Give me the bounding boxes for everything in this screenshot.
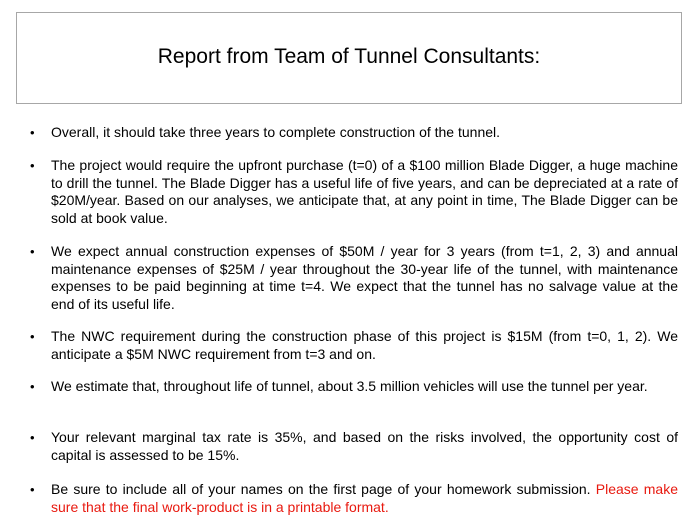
bullet-icon: • [30,430,35,445]
bullet-text: The NWC requirement during the construction phase of this project is $15M (from t=0, 1, 2). We anticipate a $5M NWC requirement from t=3 and on. [51,328,678,362]
bullet-text: The project would require the upfront purchase (t=0) of a $100 million Blade Digger, a huge machine to drill the tunnel. The Blade Digger has a useful life of five years, and can be depreciated at a rate of $20M/year. Based on our analyses, we anticipate that, at any point in time, The Blade Digger can be sold at book value. [51,157,678,226]
bullet-icon: • [30,244,35,259]
bullet-icon: • [30,379,35,394]
bullet-text: Overall, it should take three years to complete construction of the tunnel. [51,124,501,140]
title-box [16,12,682,104]
printable-format-note: Please make sure that the final work-product is in a printable format. [51,481,678,515]
bullet-text: Your relevant marginal tax rate is 35%, and based on the risks involved, the opportunity cost of capital is assessed to be 15%. [51,429,678,463]
bullet-icon: • [30,125,35,140]
bullet-text-final [51,481,678,516]
bullet-text: We estimate that, throughout life of tunnel, about 3.5 million vehicles will use the tunnel per year. [51,378,648,394]
bullet-icon: • [30,158,35,173]
page-title: Report from Team of Tunnel Consultants: [157,45,541,68]
bullet-icon: • [30,482,35,497]
bullet-icon: • [30,329,35,344]
bullet-text: We expect annual construction expenses of $50M / year for 3 years (from t=1, 2, 3) and annual maintenance expenses of $25M / year throughout the 30-year life of the tunnel, with maintenance expenses to be paid beginning at time t=4. We expect that the tunnel has no salvage value at the end of its useful life. [51,243,678,312]
bullet-text: Be sure to include all of your names on the first page of your homework submission. [51,481,596,497]
